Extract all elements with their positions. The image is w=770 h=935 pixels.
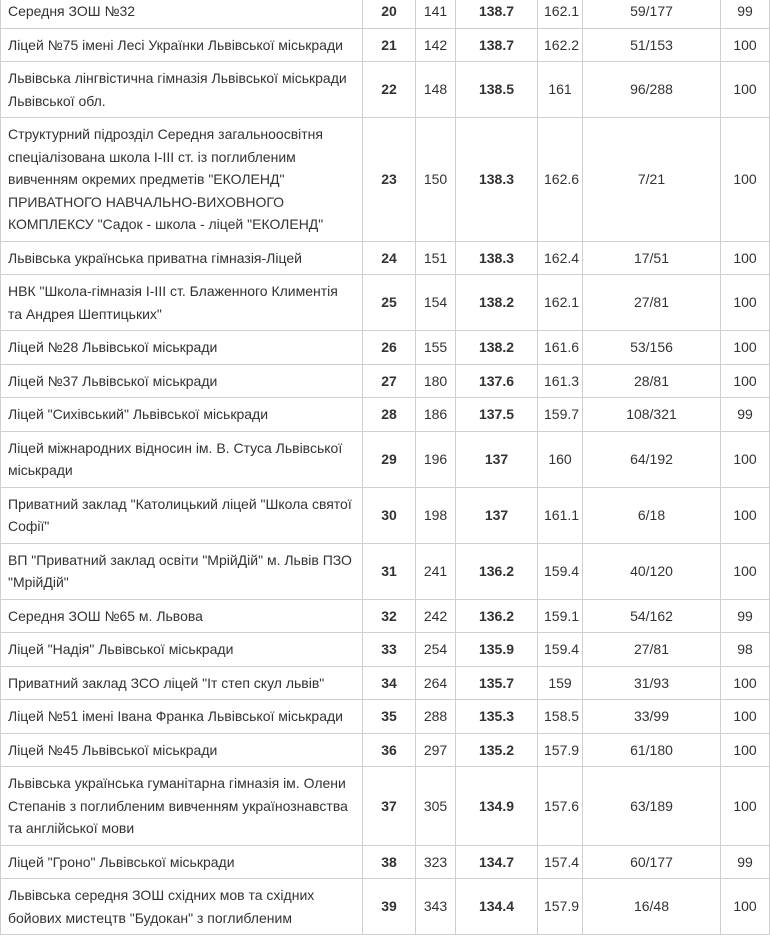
table-row xyxy=(1,700,770,734)
percent-cell: 99 xyxy=(721,845,770,879)
ratio-cell: 61/180 xyxy=(583,733,721,767)
table-row xyxy=(1,275,770,331)
ratio-cell: 17/51 xyxy=(583,241,721,275)
max-score-cell: 162.6 xyxy=(538,118,583,242)
table-row xyxy=(1,879,770,935)
percent-cell: 99 xyxy=(721,0,770,28)
score-cell: 138.2 xyxy=(456,275,538,331)
table-row xyxy=(1,241,770,275)
percent-cell: 100 xyxy=(721,879,770,935)
rank-cell: 25 xyxy=(363,275,416,331)
ratio-cell: 63/189 xyxy=(583,767,721,846)
school-name-cell: Ліцей "Надія" Львівської міськради xyxy=(1,633,363,667)
position-cell: 155 xyxy=(416,331,456,365)
max-score-cell: 162.4 xyxy=(538,241,583,275)
score-cell: 135.7 xyxy=(456,666,538,700)
table-body xyxy=(1,0,770,935)
rank-cell: 38 xyxy=(363,845,416,879)
ratio-cell: 27/81 xyxy=(583,275,721,331)
ratio-cell: 96/288 xyxy=(583,62,721,118)
school-name-cell: Львівська лінгвістична гімназія Львівської міськради Львівської обл. xyxy=(1,62,363,118)
ratio-cell: 51/153 xyxy=(583,28,721,62)
rank-cell: 32 xyxy=(363,599,416,633)
ratio-cell: 53/156 xyxy=(583,331,721,365)
percent-cell: 100 xyxy=(721,543,770,599)
score-cell: 138.5 xyxy=(456,62,538,118)
score-cell: 135.3 xyxy=(456,700,538,734)
position-cell: 151 xyxy=(416,241,456,275)
position-cell: 297 xyxy=(416,733,456,767)
table-row xyxy=(1,845,770,879)
score-cell: 138.7 xyxy=(456,28,538,62)
max-score-cell: 159.4 xyxy=(538,633,583,667)
ratio-cell: 27/81 xyxy=(583,633,721,667)
school-name-cell: НВК "Школа-гімназія І-ІІІ ст. Блаженного Климентія та Андрея Шептицьких" xyxy=(1,275,363,331)
ratio-cell: 16/48 xyxy=(583,879,721,935)
position-cell: 186 xyxy=(416,398,456,432)
max-score-cell: 159 xyxy=(538,666,583,700)
score-cell: 138.3 xyxy=(456,241,538,275)
score-cell: 136.2 xyxy=(456,543,538,599)
position-cell: 241 xyxy=(416,543,456,599)
score-cell: 134.9 xyxy=(456,767,538,846)
max-score-cell: 161.3 xyxy=(538,364,583,398)
score-cell: 134.7 xyxy=(456,845,538,879)
rank-cell: 21 xyxy=(363,28,416,62)
rank-cell: 22 xyxy=(363,62,416,118)
max-score-cell: 162.1 xyxy=(538,275,583,331)
max-score-cell: 158.5 xyxy=(538,700,583,734)
ratio-cell: 59/177 xyxy=(583,0,721,28)
ratio-cell: 7/21 xyxy=(583,118,721,242)
rank-cell: 33 xyxy=(363,633,416,667)
percent-cell: 100 xyxy=(721,666,770,700)
max-score-cell: 157.9 xyxy=(538,733,583,767)
rank-cell: 37 xyxy=(363,767,416,846)
rank-cell: 23 xyxy=(363,118,416,242)
max-score-cell: 162.2 xyxy=(538,28,583,62)
max-score-cell: 161 xyxy=(538,62,583,118)
table-row xyxy=(1,543,770,599)
school-name-cell: Середня ЗОШ №32 xyxy=(1,0,363,28)
percent-cell: 100 xyxy=(721,431,770,487)
school-name-cell: Приватний заклад "Католицький ліцей "Школа святої Софії" xyxy=(1,487,363,543)
score-cell: 136.2 xyxy=(456,599,538,633)
rank-cell: 35 xyxy=(363,700,416,734)
percent-cell: 100 xyxy=(721,28,770,62)
school-name-cell: Ліцей міжнародних відносин ім. В. Стуса Львівської міськради xyxy=(1,431,363,487)
position-cell: 141 xyxy=(416,0,456,28)
ratio-cell: 60/177 xyxy=(583,845,721,879)
percent-cell: 100 xyxy=(721,767,770,846)
position-cell: 180 xyxy=(416,364,456,398)
position-cell: 305 xyxy=(416,767,456,846)
score-cell: 137.5 xyxy=(456,398,538,432)
ratio-cell: 108/321 xyxy=(583,398,721,432)
position-cell: 154 xyxy=(416,275,456,331)
table-row xyxy=(1,118,770,242)
table-row xyxy=(1,0,770,28)
max-score-cell: 161.6 xyxy=(538,331,583,365)
school-name-cell: Львівська українська приватна гімназія-Ліцей xyxy=(1,241,363,275)
school-name-cell: ВП "Приватний заклад освіти "МрійДій" м. Львів ПЗО "МрійДій" xyxy=(1,543,363,599)
table-row xyxy=(1,733,770,767)
position-cell: 254 xyxy=(416,633,456,667)
score-cell: 135.9 xyxy=(456,633,538,667)
percent-cell: 99 xyxy=(721,398,770,432)
school-name-cell: Ліцей "Гроно" Львівської міськради xyxy=(1,845,363,879)
percent-cell: 100 xyxy=(721,241,770,275)
rank-cell: 27 xyxy=(363,364,416,398)
position-cell: 150 xyxy=(416,118,456,242)
rank-cell: 31 xyxy=(363,543,416,599)
score-cell: 138.3 xyxy=(456,118,538,242)
max-score-cell: 159.4 xyxy=(538,543,583,599)
rank-cell: 26 xyxy=(363,331,416,365)
percent-cell: 100 xyxy=(721,364,770,398)
ratio-cell: 28/81 xyxy=(583,364,721,398)
score-cell: 137.6 xyxy=(456,364,538,398)
school-name-cell: Структурний підрозділ Середня загальноосвітня спеціалізована школа І-ІІІ ст. із поглибленим вивченням окремих предметів "ЕКОЛЕНД" ПРИВАТНОГО НАВЧАЛЬНО-ВИХОВНОГО КОМПЛЕКСУ "Садок - школа - ліцей "ЕКОЛЕНД" xyxy=(1,118,363,242)
school-name-cell: Ліцей №37 Львівської міськради xyxy=(1,364,363,398)
school-name-cell: Ліцей "Сихівський" Львівської міськради xyxy=(1,398,363,432)
ratio-cell: 64/192 xyxy=(583,431,721,487)
rank-cell: 28 xyxy=(363,398,416,432)
max-score-cell: 157.4 xyxy=(538,845,583,879)
table-row xyxy=(1,599,770,633)
school-name-cell: Ліцей №75 імені Лесі Українки Львівської міськради xyxy=(1,28,363,62)
ratio-cell: 33/99 xyxy=(583,700,721,734)
position-cell: 288 xyxy=(416,700,456,734)
school-name-cell: Львівська середня ЗОШ східних мов та східних бойових мистецтв "Будокан" з поглибленим xyxy=(1,879,363,935)
position-cell: 148 xyxy=(416,62,456,118)
score-cell: 138.2 xyxy=(456,331,538,365)
position-cell: 264 xyxy=(416,666,456,700)
percent-cell: 100 xyxy=(721,118,770,242)
table-row xyxy=(1,364,770,398)
score-cell: 138.7 xyxy=(456,0,538,28)
table-row xyxy=(1,767,770,846)
rank-cell: 36 xyxy=(363,733,416,767)
position-cell: 323 xyxy=(416,845,456,879)
rank-cell: 39 xyxy=(363,879,416,935)
max-score-cell: 161.1 xyxy=(538,487,583,543)
rank-cell: 29 xyxy=(363,431,416,487)
table-row xyxy=(1,331,770,365)
table-row xyxy=(1,431,770,487)
percent-cell: 100 xyxy=(721,700,770,734)
rank-cell: 30 xyxy=(363,487,416,543)
table-row xyxy=(1,398,770,432)
ratio-cell: 40/120 xyxy=(583,543,721,599)
position-cell: 343 xyxy=(416,879,456,935)
max-score-cell: 157.6 xyxy=(538,767,583,846)
score-cell: 135.2 xyxy=(456,733,538,767)
table-row xyxy=(1,666,770,700)
table-row xyxy=(1,62,770,118)
percent-cell: 100 xyxy=(721,275,770,331)
max-score-cell: 157.9 xyxy=(538,879,583,935)
school-name-cell: Середня ЗОШ №65 м. Львова xyxy=(1,599,363,633)
percent-cell: 100 xyxy=(721,62,770,118)
max-score-cell: 162.1 xyxy=(538,0,583,28)
max-score-cell: 159.1 xyxy=(538,599,583,633)
position-cell: 142 xyxy=(416,28,456,62)
rank-cell: 24 xyxy=(363,241,416,275)
table-row xyxy=(1,633,770,667)
school-name-cell: Ліцей №45 Львівської міськради xyxy=(1,733,363,767)
percent-cell: 100 xyxy=(721,331,770,365)
ratio-cell: 31/93 xyxy=(583,666,721,700)
table-row xyxy=(1,28,770,62)
position-cell: 196 xyxy=(416,431,456,487)
ratio-cell: 54/162 xyxy=(583,599,721,633)
rank-cell: 20 xyxy=(363,0,416,28)
school-name-cell: Львівська українська гуманітарна гімназія ім. Олени Степанів з поглибленим вивченням українознавства та англійської мови xyxy=(1,767,363,846)
percent-cell: 98 xyxy=(721,633,770,667)
percent-cell: 99 xyxy=(721,599,770,633)
max-score-cell: 160 xyxy=(538,431,583,487)
school-name-cell: Ліцей №51 імені Івана Франка Львівської міськради xyxy=(1,700,363,734)
table-row xyxy=(1,487,770,543)
position-cell: 242 xyxy=(416,599,456,633)
percent-cell: 100 xyxy=(721,487,770,543)
rank-cell: 34 xyxy=(363,666,416,700)
ratio-cell: 6/18 xyxy=(583,487,721,543)
score-cell: 137 xyxy=(456,431,538,487)
max-score-cell: 159.7 xyxy=(538,398,583,432)
position-cell: 198 xyxy=(416,487,456,543)
percent-cell: 100 xyxy=(721,733,770,767)
score-cell: 134.4 xyxy=(456,879,538,935)
score-cell: 137 xyxy=(456,487,538,543)
school-name-cell: Ліцей №28 Львівської міськради xyxy=(1,331,363,365)
school-name-cell: Приватний заклад ЗСО ліцей "Іт степ скул львів" xyxy=(1,666,363,700)
